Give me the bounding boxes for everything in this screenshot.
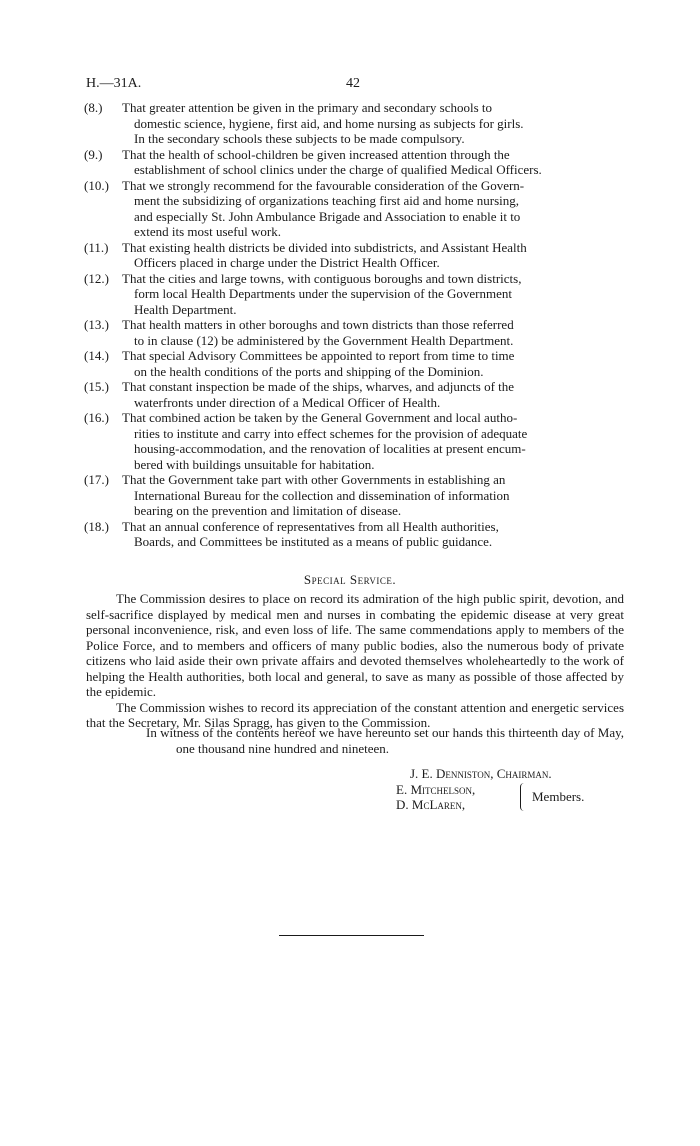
recommendation-item — [84, 472, 624, 519]
page-number: 42 — [346, 76, 360, 91]
recommendation-line: That existing health districts be divided into subdistricts, and Assistant Health — [122, 239, 527, 255]
recommendation-line: waterfronts under direction of a Medical Officer of Health. — [134, 394, 441, 410]
recommendation-item — [84, 100, 624, 147]
recommendation-item — [84, 271, 624, 318]
members-group — [396, 782, 636, 813]
special-service-paragraph: The Commission wishes to record its appreciation of the constant attention and energetic services that the Secretary, Mr. Silas Spragg, has given to the Commission. — [86, 699, 624, 730]
chairman-signature: J. E. Denniston, Chairman. — [410, 766, 552, 781]
recommendation-line: That combined action be taken by the General Government and local autho- — [122, 410, 518, 425]
recommendation-item — [84, 317, 624, 348]
recommendation-number: (8.) — [84, 100, 103, 115]
recommendation-text — [122, 271, 624, 318]
recommendation-item — [84, 519, 624, 550]
witness-text: In witness of the contents hereof we have hereunto set our hands this thirteenth day of May, one thousand nine hundred and nineteen. — [146, 725, 624, 756]
recommendation-line: Officers placed in charge under the District Health Officer. — [134, 255, 440, 270]
recommendation-line: ment the subsidizing of organizations teaching first aid and home nursing, — [134, 193, 519, 208]
recommendation-number: (9.) — [84, 146, 103, 162]
recommendation-line: to in clause (12) be administered by the Government Health Department. — [134, 332, 514, 348]
recommendation-line: Health Department. — [134, 301, 237, 317]
recommendation-line: domestic science, hygiene, first aid, and home nursing as subjects for girls. — [134, 115, 524, 131]
recommendation-line: and especially St. John Ambulance Brigade and Association to enable it to — [134, 208, 521, 224]
recommendation-number: (18.) — [84, 518, 109, 534]
recommendation-number: (13.) — [84, 317, 109, 332]
recommendation-number: (14.) — [84, 348, 109, 363]
recommendation-text — [122, 147, 624, 178]
recommendation-item — [84, 147, 624, 178]
recommendation-item — [84, 410, 624, 472]
witness-clause — [146, 725, 624, 756]
recommendation-line: housing-accommodation, and the renovation of localities at present encum- — [134, 441, 526, 456]
recommendations-list — [84, 100, 624, 550]
brace-mark — [520, 783, 529, 811]
recommendation-line: establishment of school clinics under the charge of qualified Medical Officers. — [134, 162, 542, 177]
recommendation-line: That constant inspection be made of the ships, wharves, and adjuncts of the — [122, 379, 515, 394]
recommendation-line: on the health conditions of the ports and shipping of the Dominion. — [134, 363, 484, 379]
recommendation-number: (17.) — [84, 472, 109, 487]
recommendation-text — [122, 317, 624, 348]
recommendation-text — [122, 178, 624, 240]
recommendation-text — [122, 472, 624, 519]
recommendation-line: That the Government take part with other Governments in establishing an — [122, 472, 506, 487]
recommendation-line: form local Health Departments under the supervision of the Government — [134, 286, 512, 301]
recommendation-item — [84, 178, 624, 240]
recommendation-text — [122, 519, 624, 550]
recommendation-line: That the cities and large towns, with contiguous boroughs and town districts, — [122, 270, 522, 286]
recommendation-line: That greater attention be given in the primary and secondary schools to — [122, 100, 493, 115]
page-header — [86, 76, 626, 96]
closing-rule — [279, 935, 424, 936]
signatures-block — [396, 766, 636, 813]
member-signature: E. Mitchelson, — [396, 781, 476, 797]
section-title: Special Service. — [303, 572, 397, 587]
recommendation-line: That the health of school-children be given increased attention through the — [122, 146, 510, 162]
recommendation-item — [84, 379, 624, 410]
members-label: Members. — [532, 788, 585, 804]
recommendation-item — [84, 348, 624, 379]
recommendation-line: International Bureau for the collection and dissemination of information — [134, 487, 510, 503]
recommendation-item — [84, 240, 624, 271]
recommendation-line: That we strongly recommend for the favourable consideration of the Govern- — [122, 177, 525, 193]
recommendation-number: (11.) — [84, 239, 109, 255]
recommendation-number: (10.) — [84, 177, 109, 193]
recommendation-number: (15.) — [84, 379, 109, 394]
recommendation-text — [122, 100, 624, 147]
recommendation-line: rities to institute and carry into effect schemes for the provision of adequate — [134, 425, 528, 441]
recommendation-number: (16.) — [84, 410, 109, 425]
recommendation-line: That health matters in other boroughs and town districts than those referred — [122, 317, 514, 332]
recommendation-line: extend its most useful work. — [134, 224, 281, 239]
document-reference: H.—31A. — [86, 76, 142, 91]
recommendation-line: That an annual conference of representatives from all Health authorities, — [122, 518, 499, 534]
recommendation-line: Boards, and Committees be instituted as a means of public guidance. — [134, 534, 493, 549]
recommendation-line: bearing on the prevention and limitation of disease. — [134, 503, 402, 518]
recommendation-line: That special Advisory Committees be appointed to report from time to time — [122, 348, 515, 363]
special-service-section — [86, 591, 624, 731]
recommendation-text — [122, 348, 624, 379]
recommendation-number: (12.) — [84, 270, 109, 286]
member-signature: D. McLaren, — [396, 797, 466, 812]
recommendation-text — [122, 240, 624, 271]
recommendation-text — [122, 379, 624, 410]
recommendation-text — [122, 410, 624, 472]
recommendation-line: In the secondary schools these subjects to be made compulsory. — [134, 131, 465, 146]
recommendation-line: bered with buildings unsuitable for habitation. — [134, 456, 375, 472]
special-service-paragraph: The Commission desires to place on record its admiration of the high public spirit, devotion, and self-sacrifice displayed by medical men and nurses in combating the epidemic disease at very great personal inconvenience, risk, and even loss of life. The same commendations apply to members of the Police Force, and to members and officers of many public bodies, also the numerous body of private citizens who laid aside their own private affairs and devoted themselves wholeheartedly to the work of helping the Health authorities, both local and general, to save as many as possible of those affected by the epidemic. — [86, 591, 624, 699]
